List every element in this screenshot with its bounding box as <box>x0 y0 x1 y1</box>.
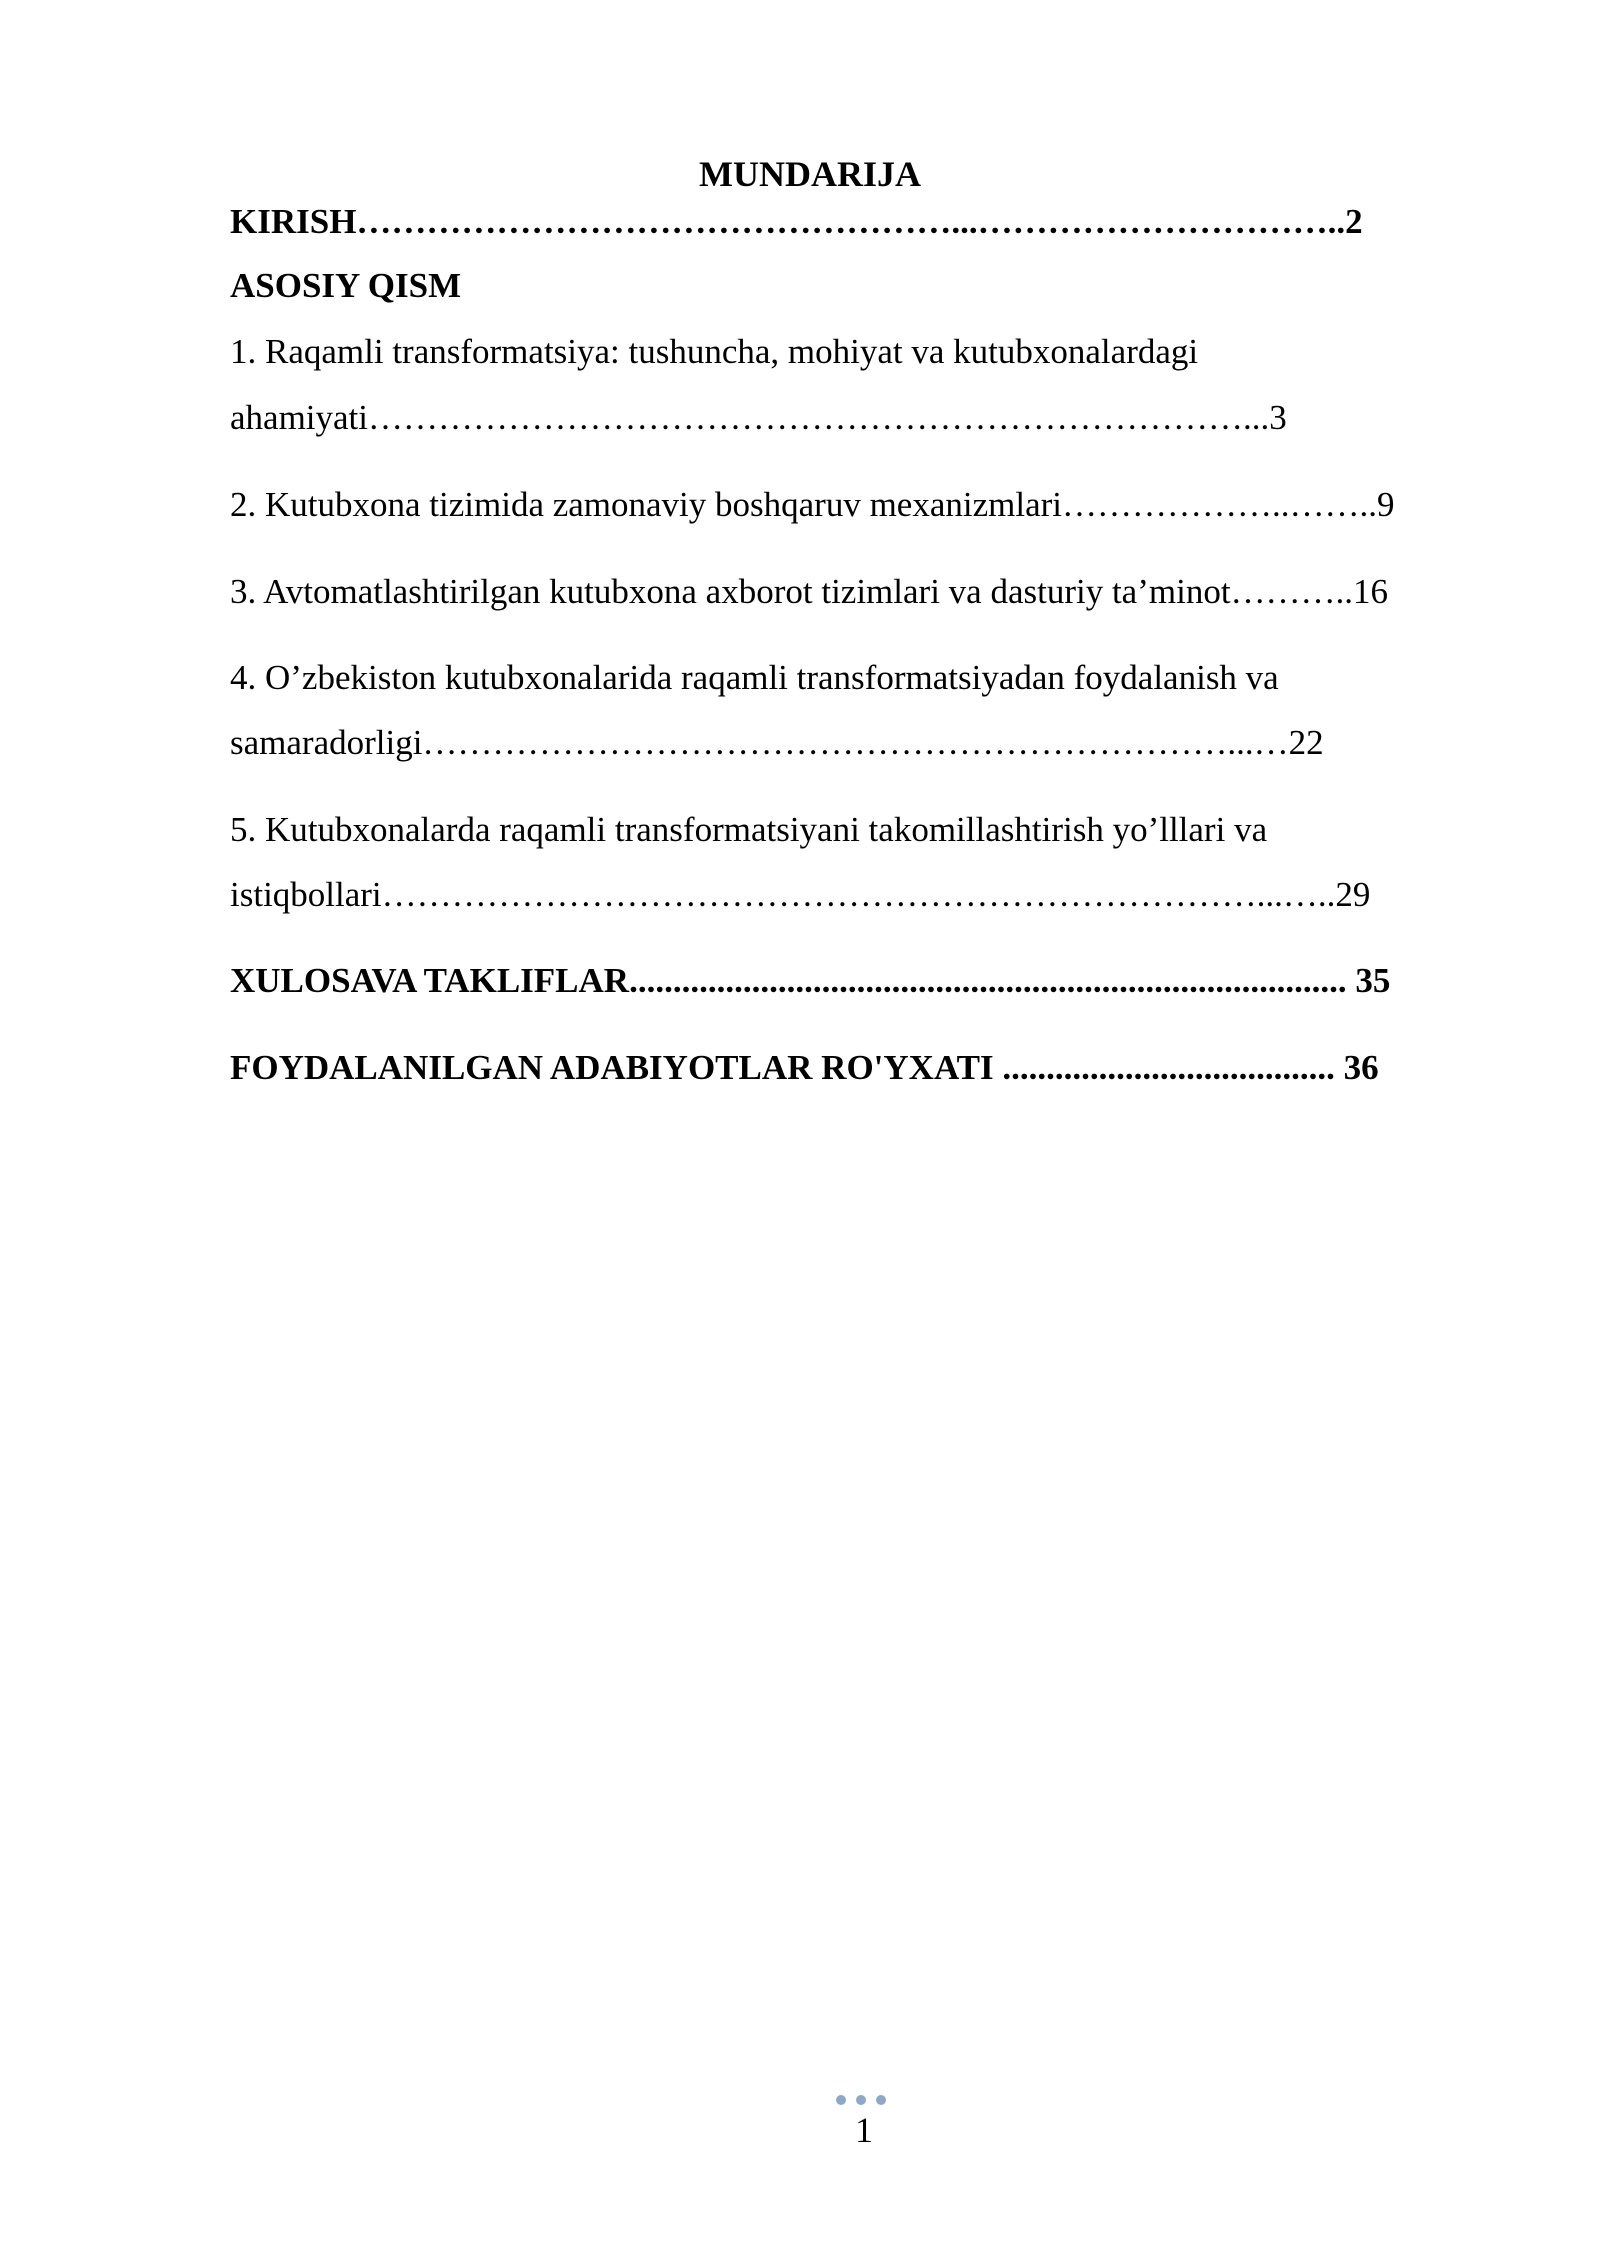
toc-entry-xulosa: XULOSAVA TAKLIFLAR.................................................................................. 35 <box>230 961 1391 1000</box>
toc-entry-3: 3. Avtomatlashtirilgan kutubxona axborot tizimlari va dasturiy ta’minot………..16 <box>230 572 1389 611</box>
toc-entry-5-line-1: 5. Kutubxonalarda raqamli transformatsiyani takomillashtirish yo’lllari va <box>230 810 1268 849</box>
toc-entry-kirish: KIRISH……………………………………………...…………………………..2 <box>230 202 1363 241</box>
footer-dots-icon <box>836 2095 892 2109</box>
toc-heading-asosiy-qism: ASOSIY QISM <box>230 266 462 305</box>
toc-entry-5-line-2: istiqbollari…………………………………………………………………...…..29 <box>230 875 1371 914</box>
toc-entry-1-line-1: 1. Raqamli transformatsiya: tushuncha, mohiyat va kutubxonalardagi <box>230 332 1199 371</box>
toc-entry-2: 2. Kutubxona tizimida zamonaviy boshqaruv mexanizmlari………………..……..9 <box>230 485 1395 524</box>
toc-entry-1-line-2: ahamiyati…………………………………………………………………...3 <box>230 398 1287 437</box>
toc-entry-adabiyotlar: FOYDALANILGAN ADABIYOTLAR RO'YXATI ...................................... 36 <box>230 1048 1379 1087</box>
toc-title: MUNDARIJA <box>699 154 921 194</box>
toc-entry-4-line-2: samaradorligi……………………………………………………………...…22 <box>230 723 1324 762</box>
page-number: 1 <box>855 2110 873 2150</box>
toc-entry-4-line-1: 4. O’zbekiston kutubxonalarida raqamli transformatsiyadan foydalanish va <box>230 658 1279 697</box>
